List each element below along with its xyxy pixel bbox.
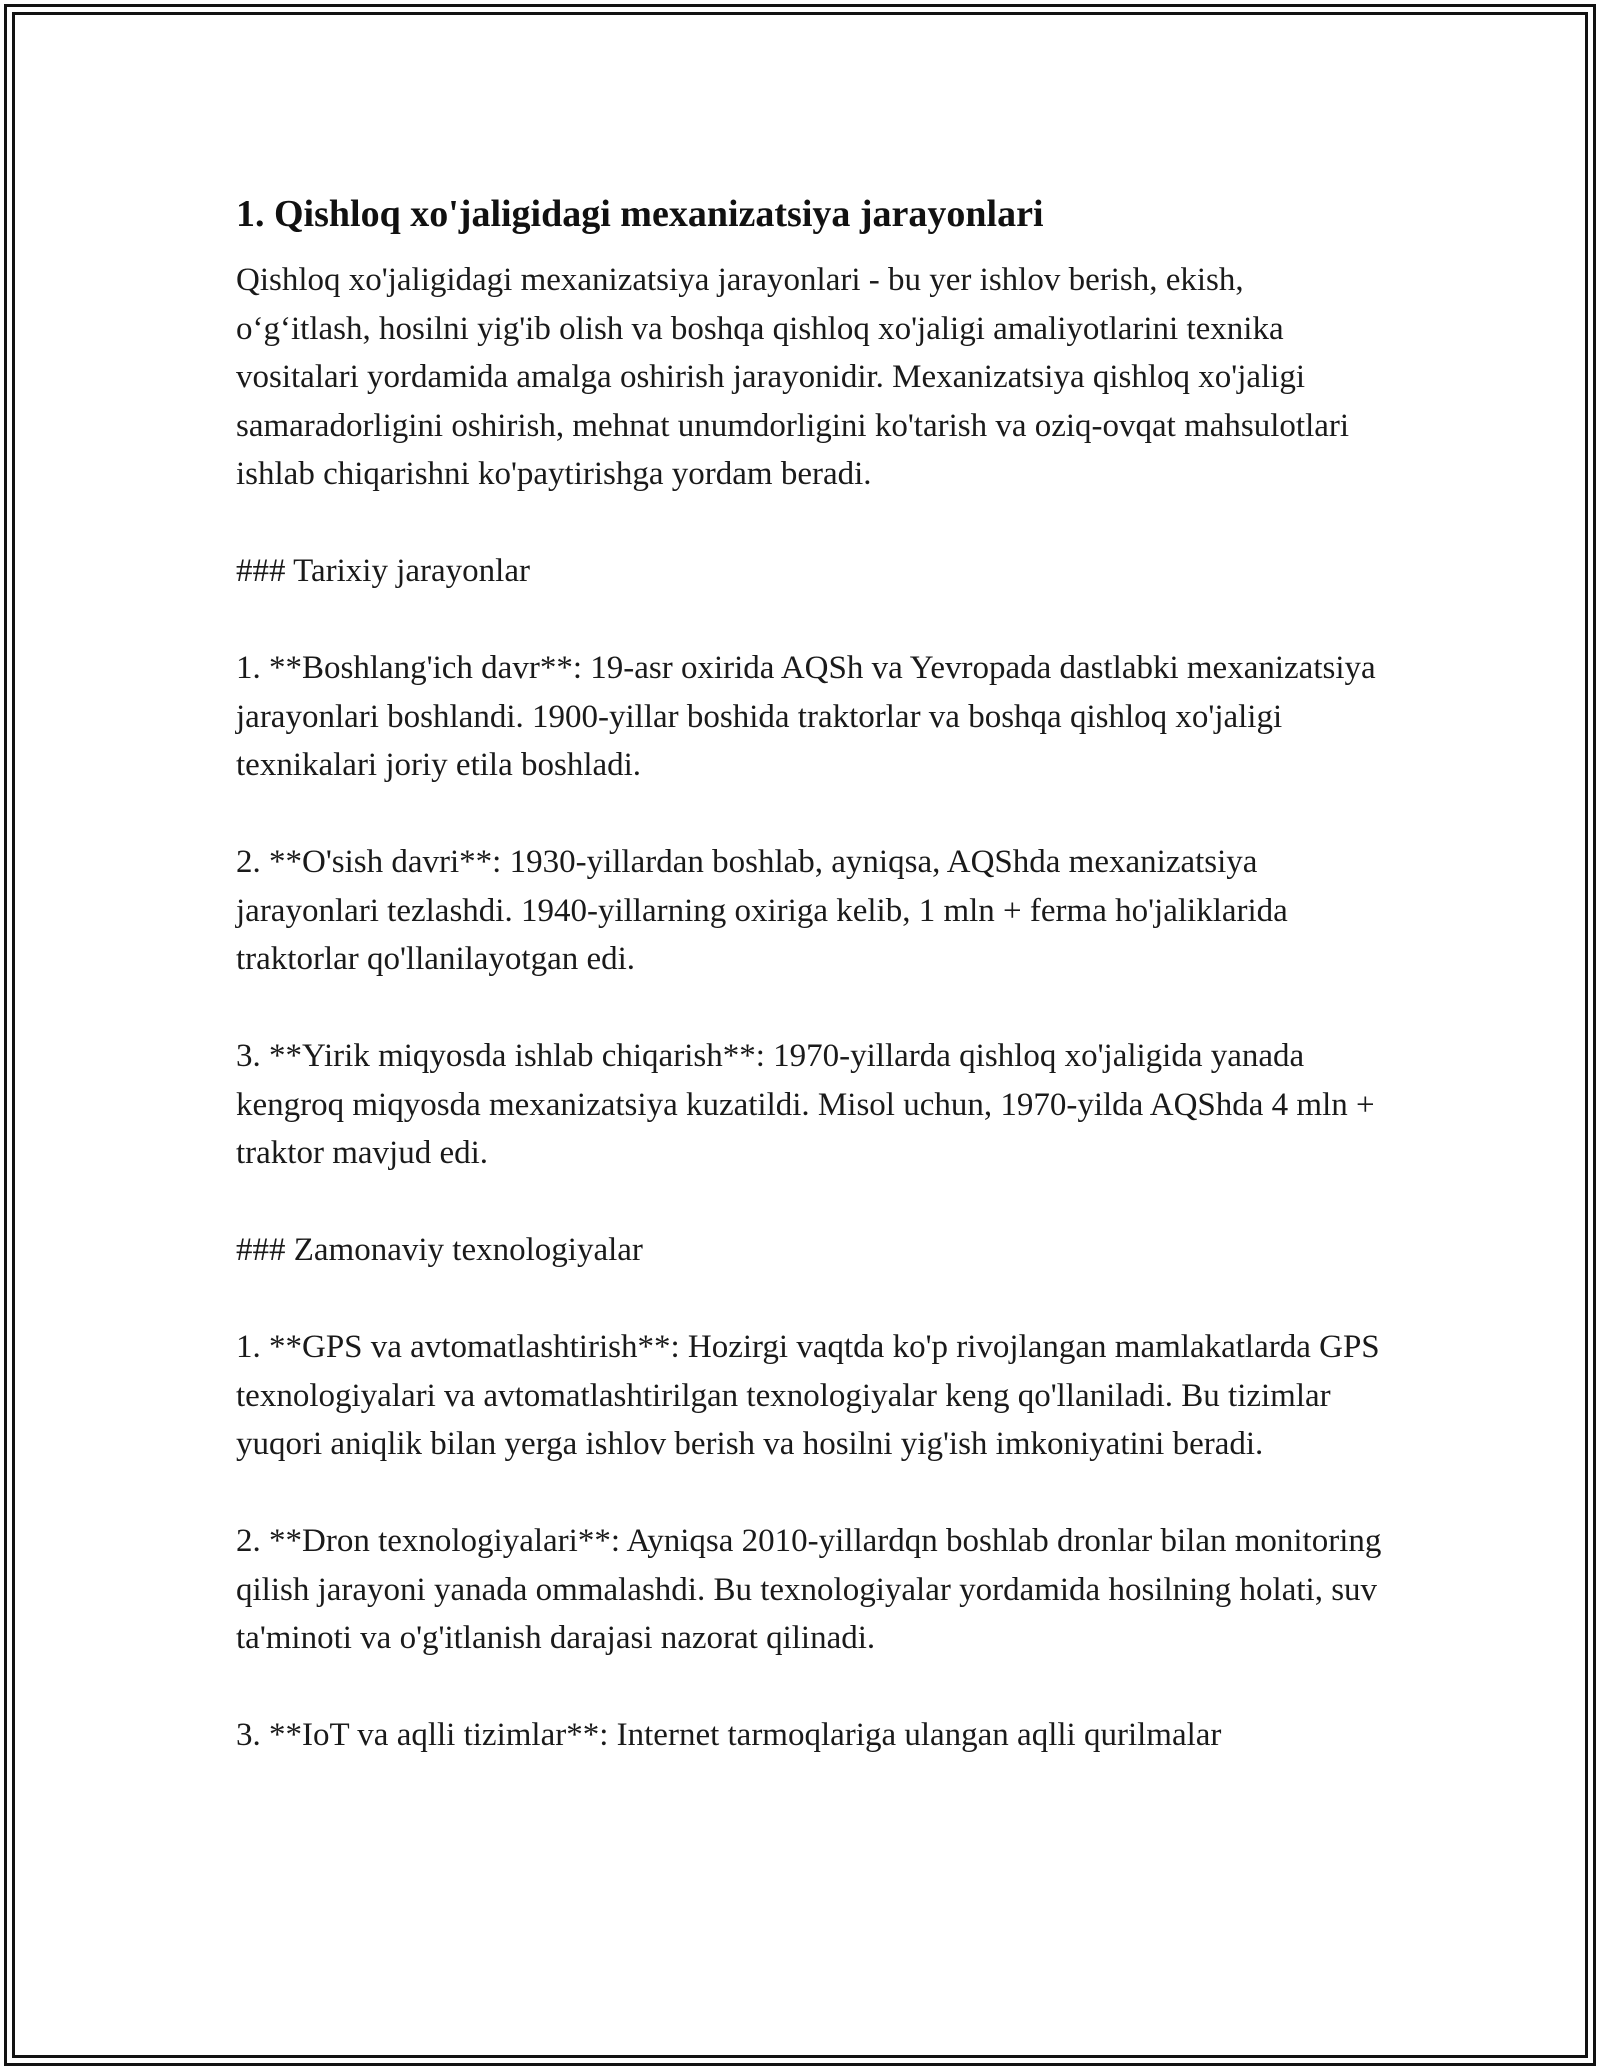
section-heading-history: ### Tarixiy jarayonlar — [236, 553, 530, 589]
list-item-modern-2: 2. **Dron texnologiyalari**: Ayniqsa 2010-yillardqn boshlab dronlar bilan monitoring qilish jarayoni yanada ommalashdi. Bu texnologiyalar yordamida hosilning holati, suv ta'minoti va o'g'itlanish darajasi nazorat qilinadi. — [236, 1523, 1382, 1656]
document-page — [236, 186, 1386, 1808]
list-item-modern-3: 3. **IoT va aqlli tizimlar**: Internet tarmoqlariga ulangan aqlli qurilmalar — [236, 1717, 1222, 1753]
list-item-modern-1: 1. **GPS va avtomatlashtirish**: Hozirgi vaqtda ko'p rivojlangan mamlakatlarda GPS texnologiyalari va avtomatlashtirilgan texnologiyalar keng qo'llaniladi. Bu tizimlar yuqori aniqlik bilan yerga ishlov berish va hosilni yig'ish imkoniyatini beradi. — [236, 1329, 1380, 1462]
list-item-history-3: 3. **Yirik miqyosda ishlab chiqarish**: 1970-yillarda qishloq xo'jaligida yanada kengroq miqyosda mexanizatsiya kuzatildi. Misol uchun, 1970-yilda AQShda 4 mln + traktor mavjud edi. — [236, 1038, 1375, 1171]
intro-paragraph: Qishloq xo'jaligidagi mexanizatsiya jarayonlari - bu yer ishlov berish, ekish, o‘g‘itlash, hosilni yig'ib olish va boshqa qishloq xo'jaligi amaliyotlarini texnika vositalari yordamida amalga oshirish jarayonidir. Mexanizatsiya qishloq xo'jaligi samaradorligini oshirish, mehnat unumdorligini ko'tarish va oziq-ovqat mahsulotlari ishlab chiqarishni ko'paytirishga yordam beradi. — [236, 262, 1350, 492]
section-heading-modern: ### Zamonaviy texnologiyalar — [236, 1232, 643, 1268]
list-item-history-1: 1. **Boshlang'ich davr**: 19-asr oxirida AQSh va Yevropada dastlabki mexanizatsiya jarayonlari boshlandi. 1900-yillar boshida traktorlar va boshqa qishloq xo'jaligi texnikalari joriy etila boshladi. — [236, 650, 1376, 783]
list-item-history-2: 2. **O'sish davri**: 1930-yillardan boshlab, ayniqsa, AQShda mexanizatsiya jarayonlari tezlashdi. 1940-yillarning oxiriga kelib, 1 mln + ferma ho'jaliklarida traktorlar qo'llanilayotgan edi. — [236, 844, 1288, 977]
document-title: 1. Qishloq xo'jaligidagi mexanizatsiya jarayonlari — [236, 193, 1044, 235]
